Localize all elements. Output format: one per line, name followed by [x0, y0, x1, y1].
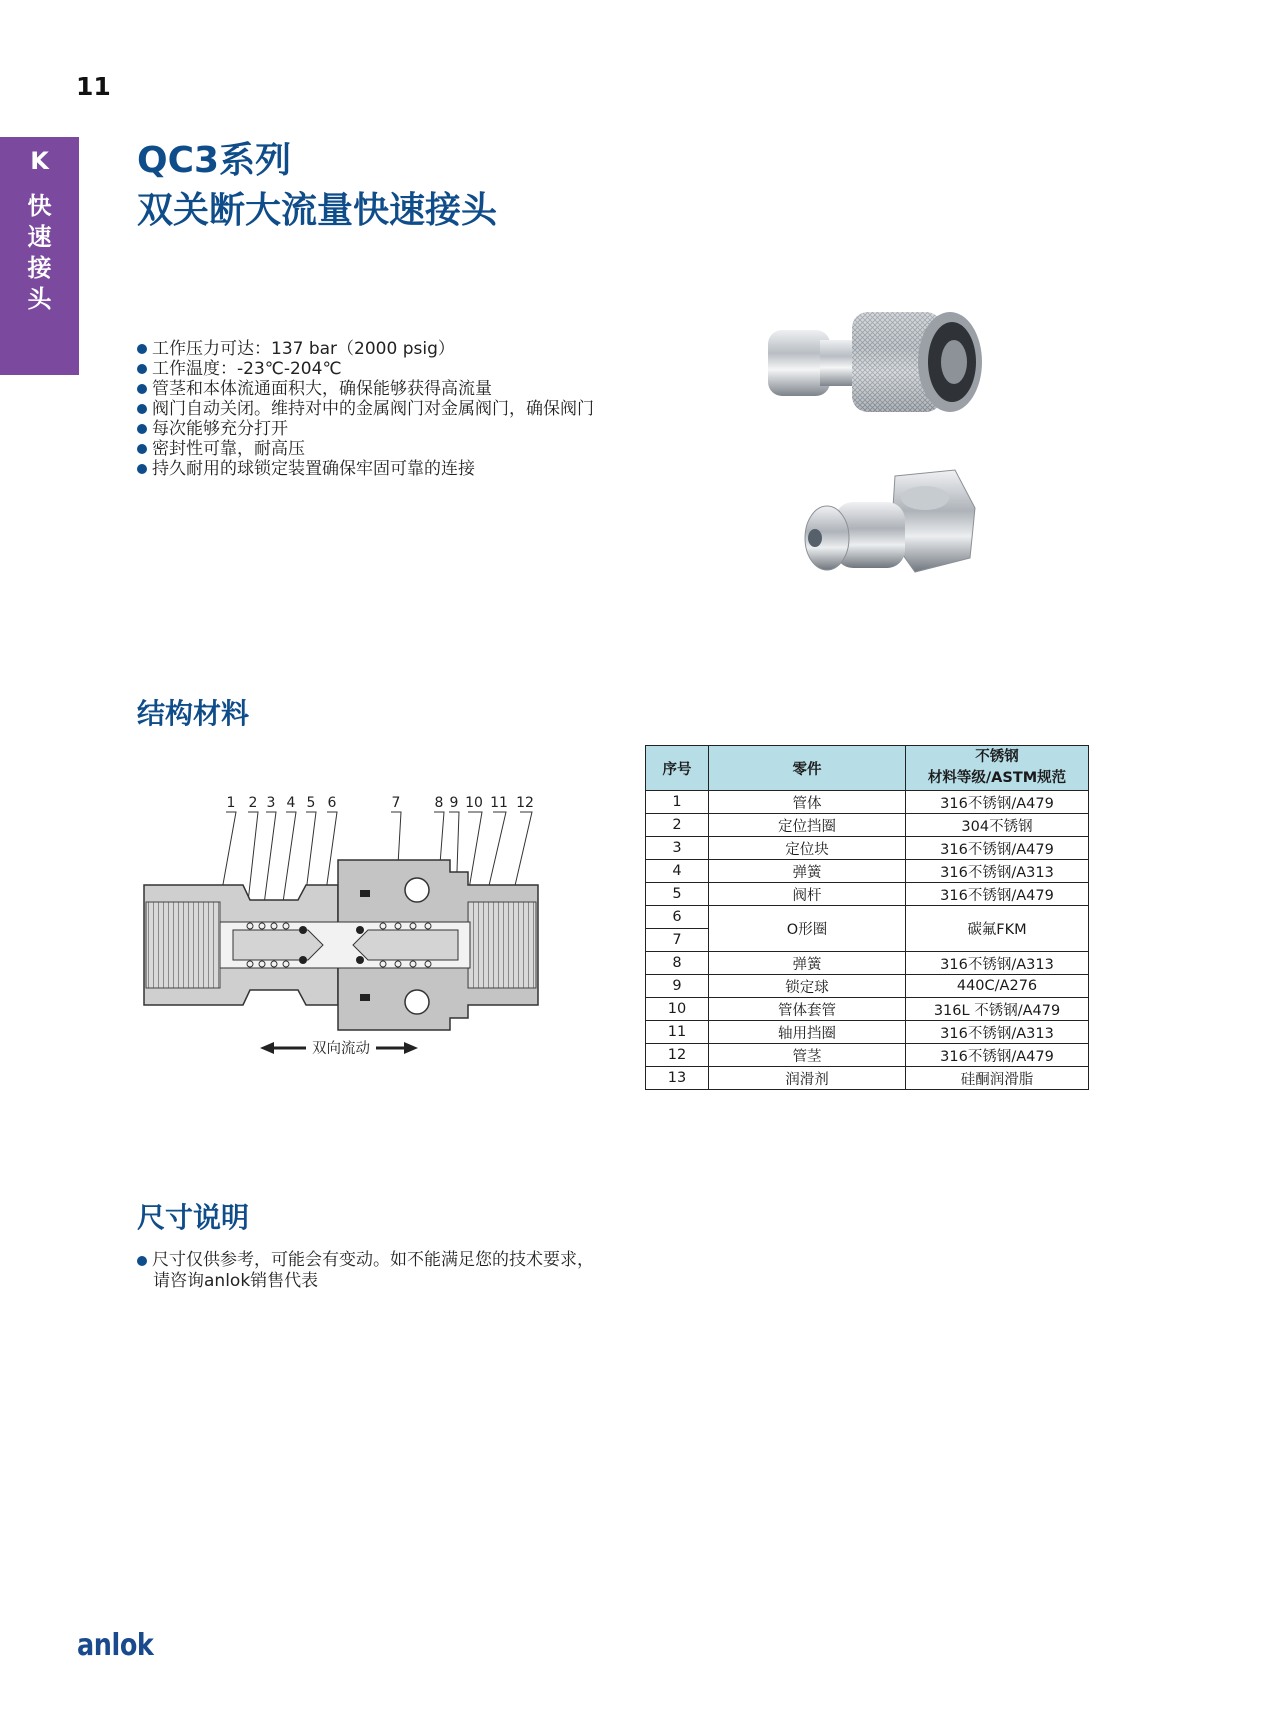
bullet-icon: [137, 444, 147, 454]
cell-part: 润滑剂: [709, 1067, 906, 1090]
cell-material: 316L 不锈钢/A479: [906, 998, 1089, 1021]
cell-material: 硅酮润滑脂: [906, 1067, 1089, 1090]
cell-no: 8: [646, 952, 709, 975]
materials-table: [645, 745, 1089, 1090]
title-series: QC3系列: [137, 140, 292, 181]
cell-no: 12: [646, 1044, 709, 1067]
feature-list: [137, 339, 594, 479]
cell-no: 10: [646, 998, 709, 1021]
bullet-icon: [137, 344, 147, 354]
feature-item: 持久耐用的球锁定装置确保牢固可靠的连接: [137, 459, 594, 479]
coupling-body-photo: [760, 290, 990, 440]
callout-1: 1: [226, 795, 236, 811]
title-product: 双关断大流量快速接头: [137, 190, 498, 231]
note-line-2: 请咨询anlok销售代表: [153, 1271, 319, 1291]
table-row: [646, 1067, 1089, 1090]
cell-part: O形圈: [709, 906, 906, 952]
cell-part: 锁定球: [709, 975, 906, 998]
callout-4: 4: [286, 795, 296, 811]
page-number: 11: [76, 72, 111, 101]
callout-6: 6: [327, 795, 337, 811]
bullet-icon: [137, 404, 147, 414]
callout-7: 7: [391, 795, 401, 811]
cell-material: 316不锈钢/A479: [906, 837, 1089, 860]
bullet-icon: [137, 1256, 147, 1266]
cell-material: 316不锈钢/A313: [906, 1021, 1089, 1044]
coupling-plug-photo: [795, 468, 980, 598]
header-no: 序号: [646, 746, 709, 791]
cell-no: 7: [646, 929, 709, 952]
callout-10: 10: [465, 795, 483, 811]
page-title: [137, 136, 497, 236]
cell-material: 碳氟FKM: [906, 906, 1089, 952]
cell-no: 5: [646, 883, 709, 906]
cell-material: 316不锈钢/A313: [906, 860, 1089, 883]
cell-material: 316不锈钢/A479: [906, 883, 1089, 906]
cell-part: 弹簧: [709, 860, 906, 883]
cell-no: 2: [646, 814, 709, 837]
table-row: [646, 791, 1089, 814]
table-row: [646, 1044, 1089, 1067]
callout-9: 9: [449, 795, 459, 811]
arrow-left-icon: [260, 1042, 274, 1054]
cell-part: 弹簧: [709, 952, 906, 975]
header-material-line1: 不锈钢: [975, 749, 1019, 765]
table-row: [646, 975, 1089, 998]
side-tab-letter: K: [30, 147, 49, 175]
cell-material: 316不锈钢/A479: [906, 791, 1089, 814]
cell-part: 管体套管: [709, 998, 906, 1021]
cell-part: 管体: [709, 791, 906, 814]
callout-labels: [227, 795, 534, 811]
callout-2: 2: [248, 795, 258, 811]
note-line-1: 尺寸仅供参考，可能会有变动。如不能满足您的技术要求，: [152, 1250, 594, 1270]
cell-no: 11: [646, 1021, 709, 1044]
cell-no: 4: [646, 860, 709, 883]
callout-5: 5: [306, 795, 316, 811]
feature-item: 工作压力可达：137 bar（2000 psig）: [137, 339, 594, 359]
cell-part: 轴用挡圈: [709, 1021, 906, 1044]
cell-no: 6: [646, 906, 709, 929]
feature-item: 工作温度：-23℃-204℃: [137, 359, 594, 379]
cell-no: 3: [646, 837, 709, 860]
table-row: [646, 814, 1089, 837]
cell-material: 304不锈钢: [906, 814, 1089, 837]
table-header-row: [646, 746, 1089, 791]
cell-no: 1: [646, 791, 709, 814]
side-tab: [0, 137, 79, 375]
cross-section-diagram: [138, 790, 578, 1080]
cell-material: 440C/A276: [906, 975, 1089, 998]
cell-part: 定位块: [709, 837, 906, 860]
bullet-icon: [137, 364, 147, 374]
bullet-icon: [137, 464, 147, 474]
callout-12: 12: [516, 795, 534, 811]
table-row: [646, 860, 1089, 883]
table-row: [646, 837, 1089, 860]
feature-item: 阀门自动关闭。维持对中的金属阀门对金属阀门，确保阀门: [137, 399, 594, 419]
side-tab-label: 快速接头: [27, 192, 52, 313]
arrow-right-icon: [404, 1042, 418, 1054]
callout-3: 3: [266, 795, 276, 811]
header-part: 零件: [709, 746, 906, 791]
table-row: [646, 998, 1089, 1021]
header-material-line2: 材料等级/ASTM规范: [927, 770, 1067, 786]
cell-material: 316不锈钢/A479: [906, 1044, 1089, 1067]
flow-label: 双向流动: [312, 1041, 370, 1057]
feature-item: 密封性可靠，耐高压: [137, 439, 594, 459]
cell-no: 9: [646, 975, 709, 998]
cell-material: 316不锈钢/A313: [906, 952, 1089, 975]
cell-part: 阀杆: [709, 883, 906, 906]
section-title-materials: 结构材料: [137, 697, 250, 730]
feature-item: 每次能够充分打开: [137, 419, 594, 439]
table-row: [646, 883, 1089, 906]
bullet-icon: [137, 424, 147, 434]
table-row: [646, 1021, 1089, 1044]
cell-no: 13: [646, 1067, 709, 1090]
flow-arrows: [260, 1040, 418, 1057]
section-title-dimensions: 尺寸说明: [137, 1201, 250, 1234]
cell-part: 管茎: [709, 1044, 906, 1067]
cell-part: 定位挡圈: [709, 814, 906, 837]
bullet-icon: [137, 384, 147, 394]
callout-8: 8: [434, 795, 444, 811]
dimension-note: [137, 1250, 594, 1292]
callout-11: 11: [490, 795, 508, 811]
table-row: [646, 952, 1089, 975]
feature-item: 管茎和本体流通面积大，确保能够获得高流量: [137, 379, 594, 399]
header-material: [906, 746, 1089, 791]
table-row: [646, 906, 1089, 929]
brand-logo: anlok: [77, 1628, 154, 1663]
